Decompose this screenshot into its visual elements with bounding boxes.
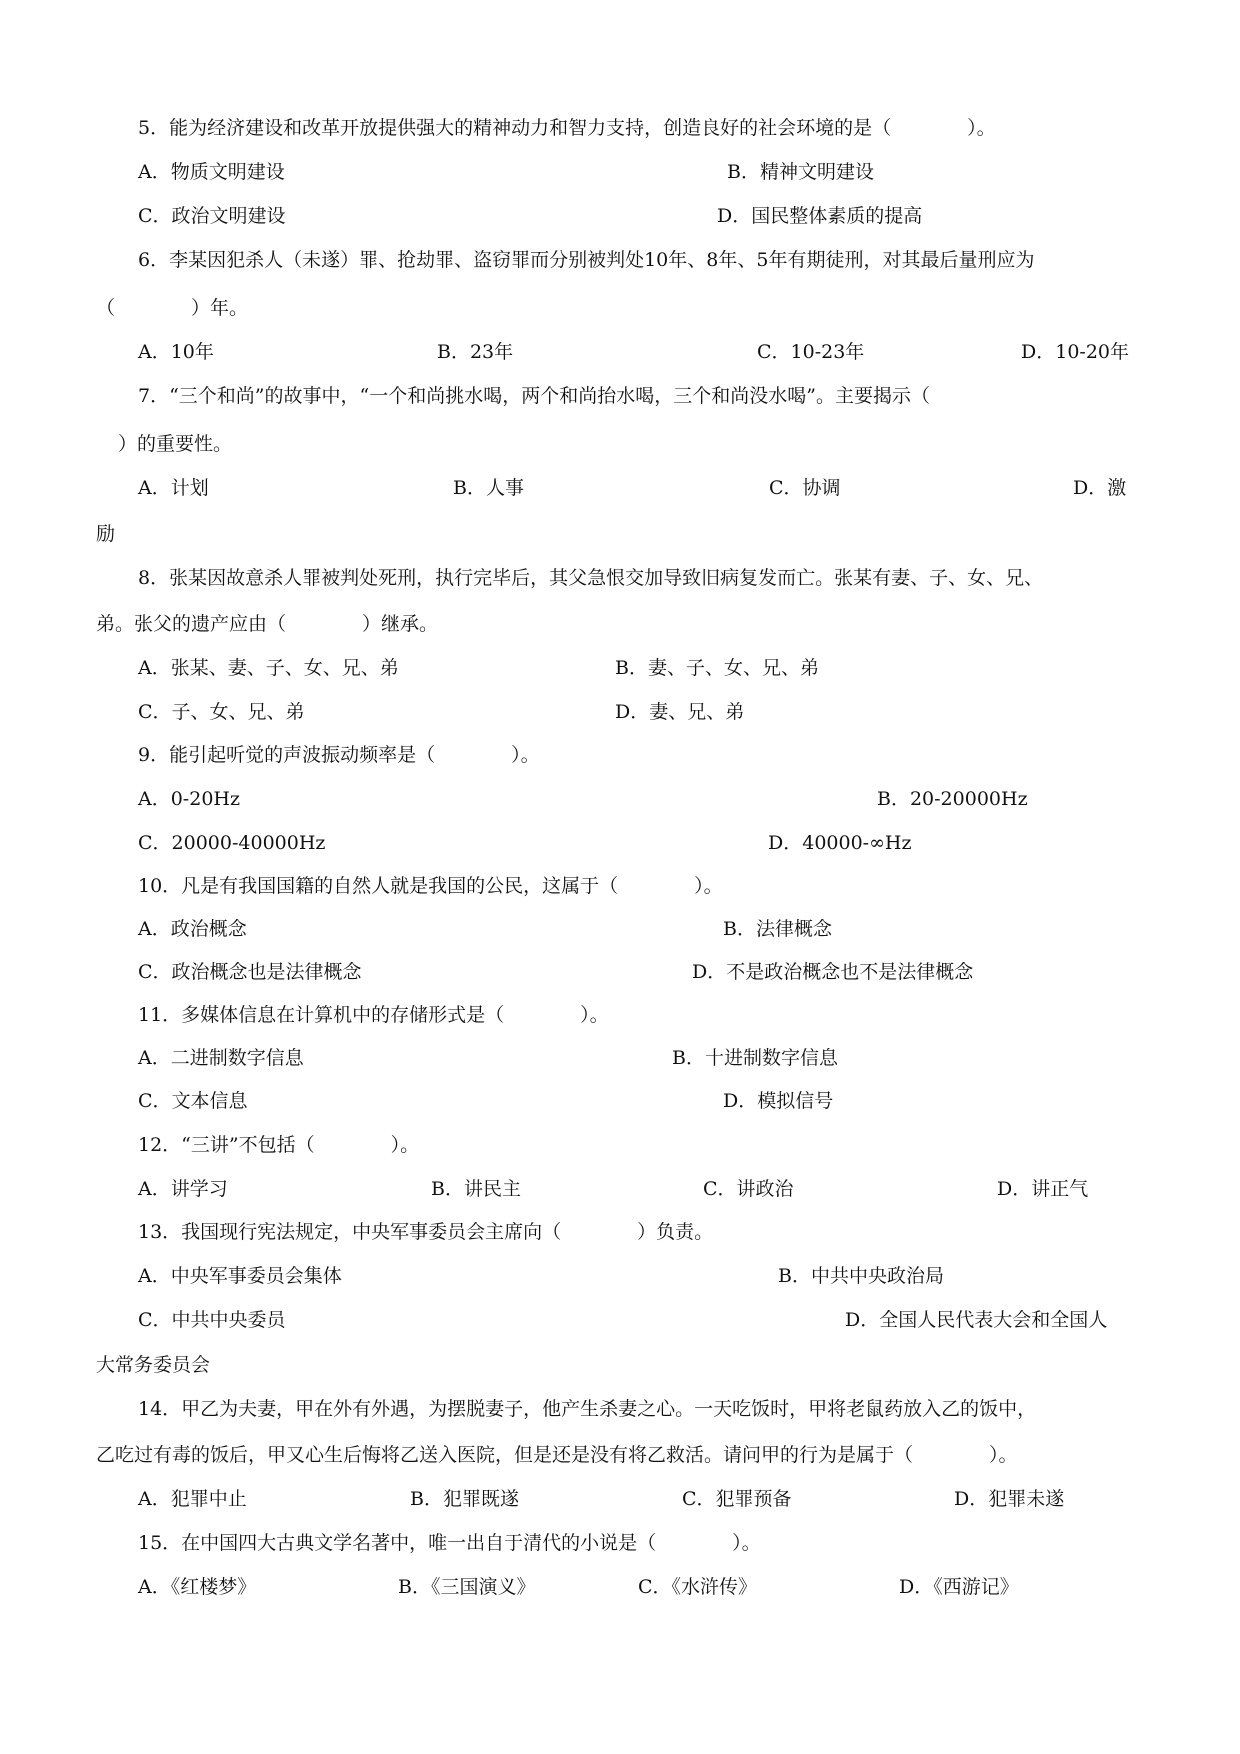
question-stem: 14．甲乙为夫妻，甲在外有外遇，为摆脱妻子，他产生杀妻之心。一天吃饭时，甲将老鼠药放入乙的饭中， [138, 1398, 1037, 1420]
question-stem: 10．凡是有我国国籍的自然人就是我国的公民，这属于（ ）。 [138, 875, 723, 897]
question-stem: 12．“三讲”不包括（ ）。 [138, 1134, 420, 1156]
option: C．协调 [769, 477, 841, 499]
option: B．法律概念 [723, 918, 832, 940]
option: B．精神文明建设 [727, 161, 874, 183]
option: B．人事 [453, 477, 524, 499]
option-wrap: 励 [96, 523, 116, 545]
option: B．讲民主 [431, 1178, 521, 1200]
option: A．计划 [138, 477, 209, 499]
option: B．十进制数字信息 [672, 1047, 838, 1069]
option: D．模拟信号 [723, 1090, 834, 1112]
option: B．20-20000Hz [877, 788, 1028, 810]
option: A．张某、妻、子、女、兄、弟 [138, 657, 399, 679]
question-stem: 11．多媒体信息在计算机中的存储形式是（ ）。 [138, 1004, 609, 1026]
option: D．10-20年 [1021, 341, 1130, 363]
option: A．讲学习 [138, 1178, 228, 1200]
option: C．讲政治 [703, 1178, 794, 1200]
option: D．激 [1073, 477, 1127, 499]
option: D．40000-∞Hz [768, 832, 912, 854]
option: C．政治概念也是法律概念 [138, 961, 362, 983]
option: D．国民整体素质的提高 [717, 205, 923, 227]
option: D．妻、兄、弟 [615, 701, 745, 723]
option: C．20000-40000Hz [138, 832, 326, 854]
option: A．10年 [138, 341, 214, 363]
option: B．中共中央政治局 [778, 1265, 944, 1287]
option: A．《红楼梦》 [138, 1576, 257, 1598]
option: C．《水浒传》 [638, 1576, 758, 1598]
option: C．文本信息 [138, 1090, 248, 1112]
option: C．犯罪预备 [682, 1488, 792, 1510]
option: C．子、女、兄、弟 [138, 701, 305, 723]
question-stem: 乙吃过有毒的饭后，甲又心生后悔将乙送入医院，但是还是没有将乙救活。请问甲的行为是属于（ ）。 [96, 1444, 1018, 1466]
option: C．政治文明建设 [138, 205, 286, 227]
option: D．全国人民代表大会和全国人 [845, 1309, 1108, 1331]
question-stem: （ ）年。 [96, 297, 249, 319]
option: A．二进制数字信息 [138, 1047, 304, 1069]
option: D．不是政治概念也不是法律概念 [692, 961, 974, 983]
question-stem: 6．李某因犯杀人（未遂）罪、抢劫罪、盗窃罪而分别被判处10年、8年、5年有期徒刑，对其最后量刑应为 [138, 249, 1035, 271]
option: D．《西游记》 [899, 1576, 1019, 1598]
option: D．犯罪未遂 [954, 1488, 1065, 1510]
option: A．中央军事委员会集体 [138, 1265, 342, 1287]
option: B．犯罪既遂 [410, 1488, 519, 1510]
question-stem: 8．张某因故意杀人罪被判处死刑，执行完毕后，其父急恨交加导致旧病复发而亡。张某有妻、子、女、兄、 [138, 567, 1044, 589]
option: B．妻、子、女、兄、弟 [615, 657, 819, 679]
option-wrap: 大常务委员会 [96, 1354, 211, 1376]
option: D．讲正气 [997, 1178, 1089, 1200]
question-stem: 5．能为经济建设和改革开放提供强大的精神动力和智力支持，创造良好的社会环境的是（ ）。 [138, 117, 996, 139]
question-stem: 13．我国现行宪法规定，中央军事委员会主席向（ ）负责。 [138, 1221, 714, 1243]
option: B．23年 [437, 341, 514, 363]
option: C．中共中央委员 [138, 1309, 286, 1331]
option: C．10-23年 [757, 341, 865, 363]
question-stem: 15．在中国四大古典文学名著中，唯一出自于清代的小说是（ ）。 [138, 1532, 761, 1554]
option: B．《三国演义》 [398, 1576, 536, 1598]
option: A．政治概念 [138, 918, 247, 940]
question-stem: 9．能引起听觉的声波振动频率是（ ）。 [138, 744, 540, 766]
question-stem: 7．“三个和尚”的故事中，“一个和尚挑水喝，两个和尚抬水喝，三个和尚没水喝”。主要揭示（ [138, 385, 930, 407]
question-stem: ）的重要性。 [118, 433, 233, 455]
option: A．0-20Hz [138, 788, 240, 810]
option: A．犯罪中止 [138, 1488, 247, 1510]
question-stem: 弟。张父的遗产应由（ ）继承。 [96, 613, 439, 635]
option: A．物质文明建设 [138, 161, 285, 183]
